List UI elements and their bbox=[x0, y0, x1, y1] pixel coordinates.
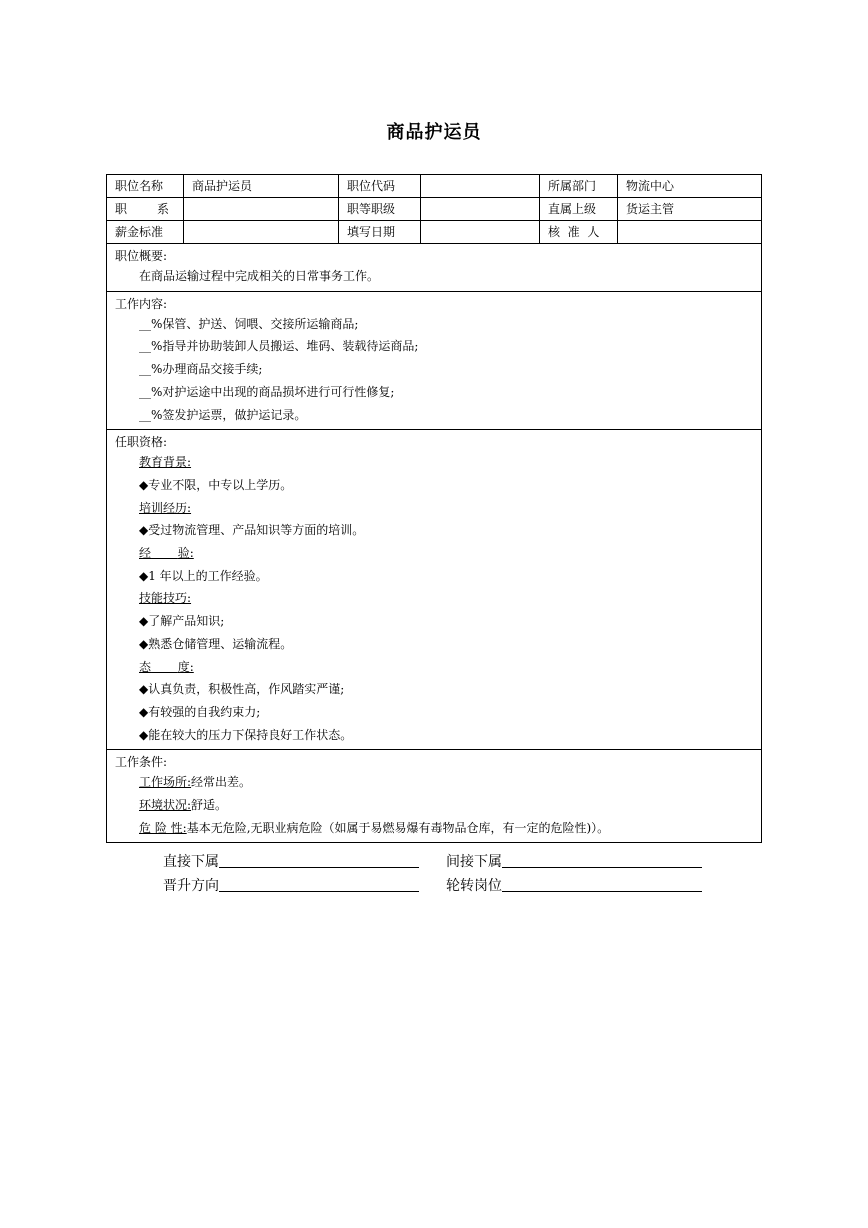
label-job-family bbox=[107, 198, 184, 220]
content-item: __%保管、护送、饲喂、交接所运输商品; bbox=[139, 316, 359, 331]
promotion-label: 晋升方向 bbox=[163, 878, 219, 894]
education-label: 教育背景: bbox=[139, 455, 192, 470]
indirect-reports-label: 间接下属 bbox=[446, 854, 502, 870]
skills-label-line bbox=[107, 587, 761, 610]
label-approver-3: 人 bbox=[587, 225, 600, 239]
attitude-text-2: ◆有较强的自我约束力; bbox=[139, 704, 261, 719]
value-department: 物流中心 bbox=[626, 179, 675, 193]
experience-label-b: 验: bbox=[177, 546, 194, 561]
risk-line bbox=[107, 817, 761, 840]
value-job-family bbox=[184, 198, 339, 220]
value-approver bbox=[618, 221, 761, 243]
experience-label-line bbox=[107, 542, 761, 565]
value-position-code bbox=[421, 175, 540, 197]
conditions-section bbox=[107, 750, 761, 842]
label-position-name: 职位名称 bbox=[107, 175, 184, 197]
header-row-2 bbox=[107, 198, 761, 221]
content-item: __%对护运途中出现的商品损坏进行可行性修复; bbox=[139, 384, 395, 399]
attitude-label-b: 度: bbox=[177, 659, 194, 674]
risk-value: 基本无危险,无职业病危险（如属于易燃易爆有毒物品仓库，有一定的危险性)）。 bbox=[186, 820, 610, 835]
value-grade bbox=[421, 198, 540, 220]
overview-section bbox=[107, 244, 761, 292]
label-approver-1: 核 bbox=[548, 225, 561, 239]
value-supervisor: 货运主管 bbox=[626, 202, 675, 216]
overview-title: 职位概要: bbox=[115, 249, 168, 263]
label-job-family-a: 职 bbox=[115, 202, 128, 216]
content-item: __%签发护运票，做护运记录。 bbox=[139, 407, 307, 422]
education-text: ◆专业不限，中专以上学历。 bbox=[139, 477, 293, 492]
label-fill-date: 填写日期 bbox=[339, 221, 421, 243]
label-salary: 薪金标准 bbox=[107, 221, 184, 243]
value-salary bbox=[184, 221, 339, 243]
attitude-text-3: ◆能在较大的压力下保持良好工作状态。 bbox=[139, 727, 353, 742]
training-label-line bbox=[107, 497, 761, 520]
experience-text: ◆1 年以上的工作经验。 bbox=[139, 568, 268, 583]
workplace-value: 经常出差。 bbox=[191, 775, 252, 790]
content-item: __%办理商品交接手续; bbox=[139, 362, 263, 377]
education-label-line bbox=[107, 451, 761, 474]
rotation-field bbox=[446, 874, 729, 898]
workplace-line bbox=[107, 771, 761, 794]
training-text: ◆受过物流管理、产品知识等方面的培训。 bbox=[139, 523, 365, 538]
workplace-label: 工作场所: bbox=[139, 775, 192, 790]
rotation-label: 轮转岗位 bbox=[446, 878, 502, 894]
label-job-family-b: 系 bbox=[156, 202, 169, 216]
rotation-blank bbox=[502, 874, 702, 892]
overview-text: 在商品运输过程中完成相关的日常事务工作。 bbox=[139, 269, 380, 283]
header-row-3 bbox=[107, 221, 761, 244]
training-label: 培训经历: bbox=[139, 500, 192, 515]
header-row-1 bbox=[107, 175, 761, 198]
value-position-name: 商品护运员 bbox=[184, 175, 339, 197]
promotion-blank bbox=[219, 874, 419, 892]
qualifications-title: 任职资格: bbox=[115, 435, 168, 450]
direct-reports-field bbox=[163, 850, 446, 874]
experience-label-a: 经 bbox=[139, 546, 152, 561]
label-approver-2: 准 bbox=[567, 225, 580, 239]
experience-label bbox=[139, 546, 194, 560]
environment-line bbox=[107, 794, 761, 817]
label-grade: 职等职级 bbox=[339, 198, 421, 220]
skills-text-1: ◆了解产品知识; bbox=[139, 614, 225, 629]
footer-fields bbox=[163, 850, 729, 898]
skills-text-2: ◆熟悉仓储管理、运输流程。 bbox=[139, 636, 293, 651]
direct-reports-label: 直接下属 bbox=[163, 854, 219, 870]
content-title: 工作内容: bbox=[115, 296, 168, 311]
document-title: 商品护运员 bbox=[386, 122, 482, 143]
indirect-reports-field bbox=[446, 850, 729, 874]
qualifications-section bbox=[107, 430, 761, 750]
footer-row-2 bbox=[163, 874, 729, 898]
environment-value: 舒适。 bbox=[191, 798, 228, 813]
environment-label: 环境状况: bbox=[139, 798, 192, 813]
conditions-title: 工作条件: bbox=[115, 755, 168, 770]
content-section bbox=[107, 292, 761, 431]
label-position-code: 职位代码 bbox=[339, 175, 421, 197]
skills-label: 技能技巧: bbox=[139, 591, 192, 606]
attitude-label-line bbox=[107, 656, 761, 679]
label-approver bbox=[540, 221, 618, 243]
value-fill-date bbox=[421, 221, 540, 243]
attitude-label bbox=[139, 660, 194, 674]
label-department: 所属部门 bbox=[540, 175, 618, 197]
promotion-field bbox=[163, 874, 446, 898]
risk-label: 危 险 性: bbox=[139, 820, 187, 835]
indirect-reports-blank bbox=[502, 850, 702, 868]
footer-row-1 bbox=[163, 850, 729, 874]
attitude-label-a: 态 bbox=[139, 659, 152, 674]
direct-reports-blank bbox=[219, 850, 419, 868]
job-description-table bbox=[106, 174, 762, 843]
label-supervisor: 直属上级 bbox=[540, 198, 618, 220]
attitude-text-1: ◆认真负责，积极性高，作风踏实严谨; bbox=[139, 682, 345, 697]
content-item: __%指导并协助装卸人员搬运、堆码、装载待运商品; bbox=[139, 339, 419, 354]
